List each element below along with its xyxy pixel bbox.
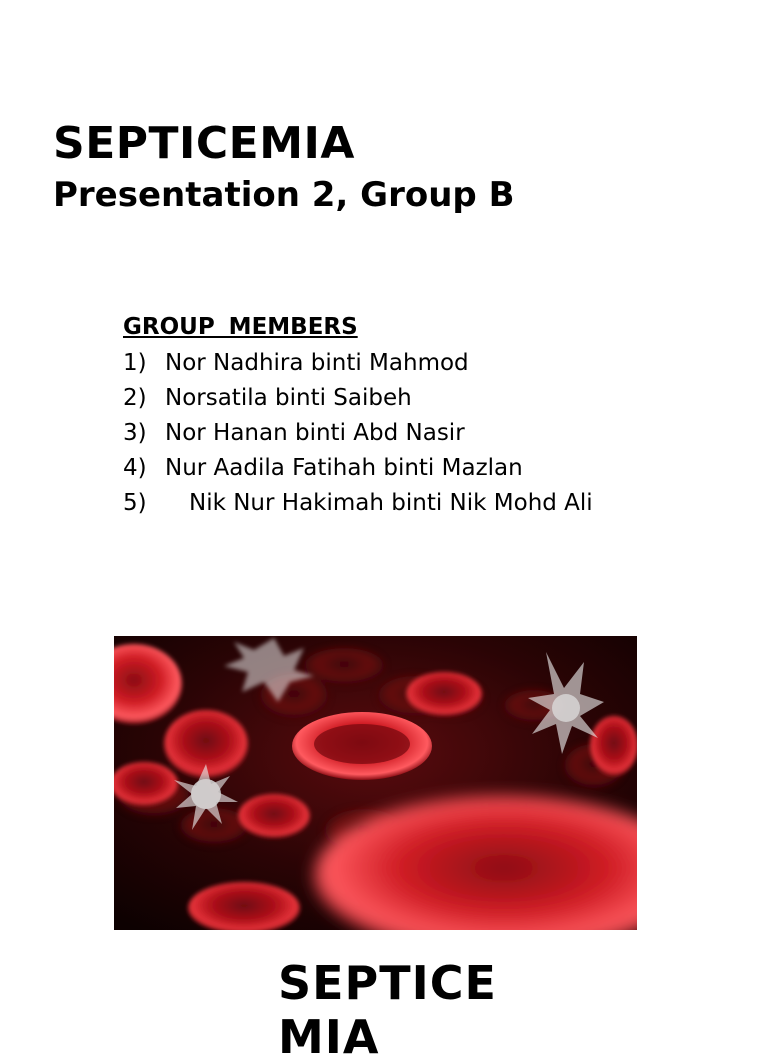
member-number: 3) [123, 420, 147, 446]
second-slide-title: SEPTICEMIA [278, 956, 497, 1064]
member-number: 4) [123, 455, 147, 481]
member-name: Nik Nur Hakimah binti Nik Mohd Ali [189, 490, 593, 516]
member-item [123, 416, 593, 451]
blood-cells-image [114, 636, 637, 930]
slide-subtitle: Presentation 2, Group B [53, 175, 515, 215]
member-name: Nor Nadhira binti Mahmod [165, 350, 469, 376]
member-item [123, 451, 593, 486]
member-number: 5) [123, 490, 147, 516]
slide-title: SEPTICEMIA [53, 118, 355, 169]
member-number: 2) [123, 385, 147, 411]
member-item [123, 381, 593, 416]
member-name: Nor Hanan binti Abd Nasir [165, 420, 465, 446]
member-item [123, 486, 593, 521]
group-members-heading: GROUP MEMBERS [123, 314, 358, 340]
member-item [123, 346, 593, 381]
member-name: Norsatila binti Saibeh [165, 385, 412, 411]
group-members-list [123, 312, 593, 521]
member-name: Nur Aadila Fatihah binti Mazlan [165, 455, 523, 481]
member-number: 1) [123, 350, 147, 376]
